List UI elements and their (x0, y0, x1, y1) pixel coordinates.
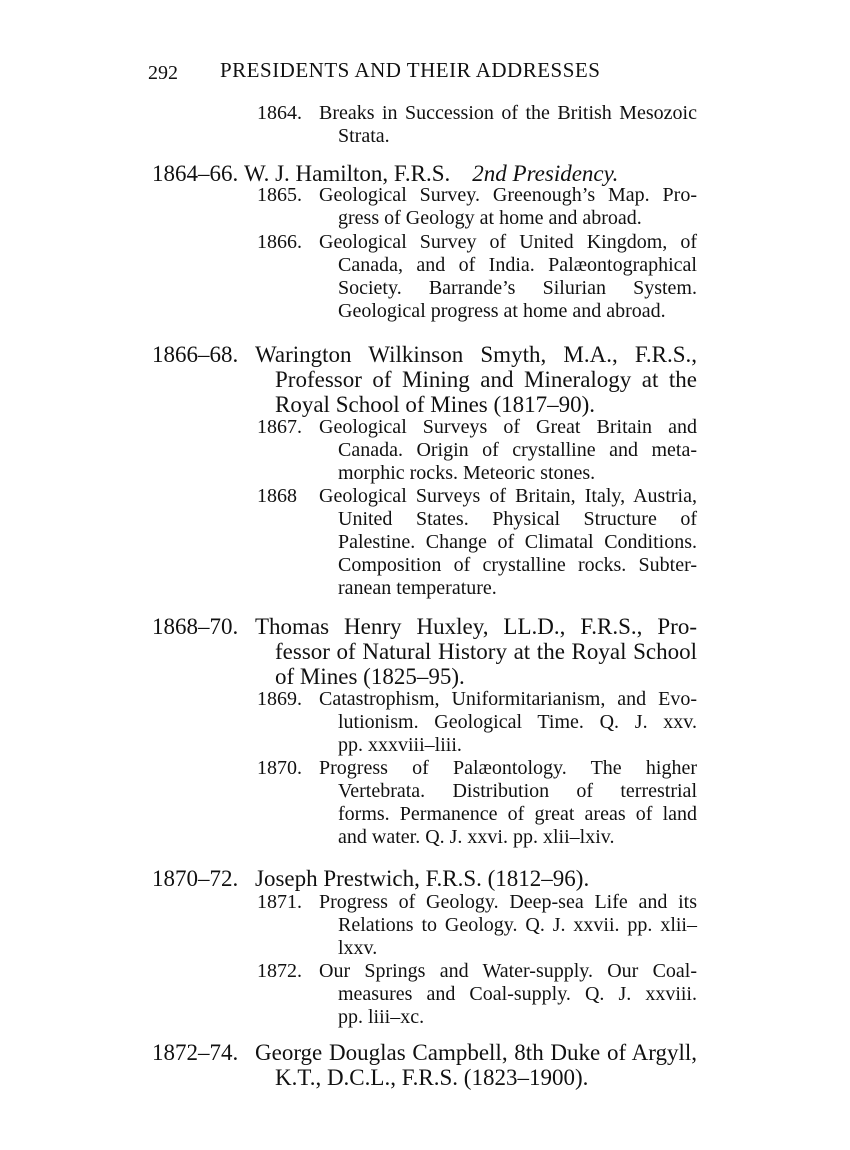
address-title-line: Geological Surveys of Great Britain and (319, 416, 697, 438)
address-title-line: Composition of crystalline rocks. Subter- (338, 554, 697, 576)
address-title-line: Geological Survey. Greenough’s Map. Pro- (319, 184, 697, 206)
address-year: 1867. (257, 416, 302, 438)
president-name-line: George Douglas Campbell, 8th Duke of Argyll, (255, 1040, 697, 1065)
president-name-line: fessor of Natural History at the Royal School (275, 639, 697, 664)
address-title-line: Strata. (338, 125, 390, 147)
address-title-line: lutionism. Geological Time. Q. J. xxv. (338, 711, 697, 733)
presidency-term: 1864–66. (152, 161, 239, 186)
address-title-line: Our Springs and Water-supply. Our Coal- (319, 960, 697, 982)
presidency-note: 2nd Presidency. (472, 161, 619, 186)
address-title-line: Society. Barrande’s Silurian System. (338, 277, 697, 299)
address-title-line: Palestine. Change of Climatal Conditions. (338, 531, 697, 553)
president-name-line: of Mines (1825–95). (275, 664, 465, 689)
address-title-line: Geological progress at home and abroad. (338, 300, 666, 322)
address-title-line: measures and Coal-supply. Q. J. xxviii. (338, 983, 697, 1005)
address-title-line: Canada. Origin of crystalline and meta- (338, 439, 697, 461)
address-year: 1869. (257, 688, 302, 710)
address-year: 1872. (257, 960, 302, 982)
address-year: 1866. (257, 231, 302, 253)
presidency-term: 1872–74. (152, 1040, 239, 1065)
address-year: 1870. (257, 757, 302, 779)
address-title-line: Progress of Geology. Deep-sea Life and its (319, 891, 697, 913)
address-title-line: United States. Physical Structure of (338, 508, 697, 530)
address-year: 1865. (257, 184, 302, 206)
address-title-line: Canada, and of India. Palæontographical (338, 254, 697, 276)
address-title-line: forms. Permanence of great areas of land (338, 803, 697, 825)
address-year: 1871. (257, 891, 302, 913)
page-number: 292 (148, 62, 178, 84)
address-title-line: pp. xxxviii–liii. (338, 734, 462, 756)
address-year: 1868 (257, 485, 297, 507)
president-name-line: K.T., D.C.L., F.R.S. (1823–1900). (275, 1065, 589, 1090)
presidency-term: 1870–72. (152, 866, 239, 891)
address-title-line: morphic rocks. Meteoric stones. (338, 462, 596, 484)
address-title-line: Relations to Geology. Q. J. xxvii. pp. xlii– (338, 914, 697, 936)
address-title-line: Catastrophism, Uniformitarianism, and Evo- (319, 688, 697, 710)
president-name-line: W. J. Hamilton, F.R.S. (244, 161, 451, 186)
address-title-line: Vertebrata. Distribution of terrestrial (338, 780, 697, 802)
running-title: PRESIDENTS AND THEIR ADDRESSES (220, 58, 601, 82)
address-title-line: lxxv. (338, 937, 378, 959)
president-name-line: Royal School of Mines (1817–90). (275, 392, 596, 417)
address-title-line: and water. Q. J. xxvi. pp. xlii–lxiv. (338, 826, 615, 848)
president-name-line: Joseph Prestwich, F.R.S. (1812–96). (255, 866, 590, 891)
president-name-line: Warington Wilkinson Smyth, M.A., F.R.S., (255, 342, 697, 367)
address-title-line: Progress of Palæontology. The higher (319, 757, 697, 779)
address-title-line: Geological Surveys of Britain, Italy, Austria, (319, 485, 697, 507)
president-name-line: Professor of Mining and Mineralogy at the (275, 367, 697, 392)
address-title-line: Geological Survey of United Kingdom, of (319, 231, 697, 253)
address-year: 1864. (257, 102, 302, 124)
president-name-line: Thomas Henry Huxley, LL.D., F.R.S., Pro- (255, 614, 697, 639)
address-title-line: pp. liii–xc. (338, 1006, 425, 1028)
address-title-line: Breaks in Succession of the British Mesozoic (319, 102, 697, 124)
presidency-term: 1868–70. (152, 614, 239, 639)
address-title-line: ranean temperature. (338, 577, 497, 599)
address-title-line: gress of Geology at home and abroad. (338, 207, 642, 229)
presidency-term: 1866–68. (152, 342, 239, 367)
